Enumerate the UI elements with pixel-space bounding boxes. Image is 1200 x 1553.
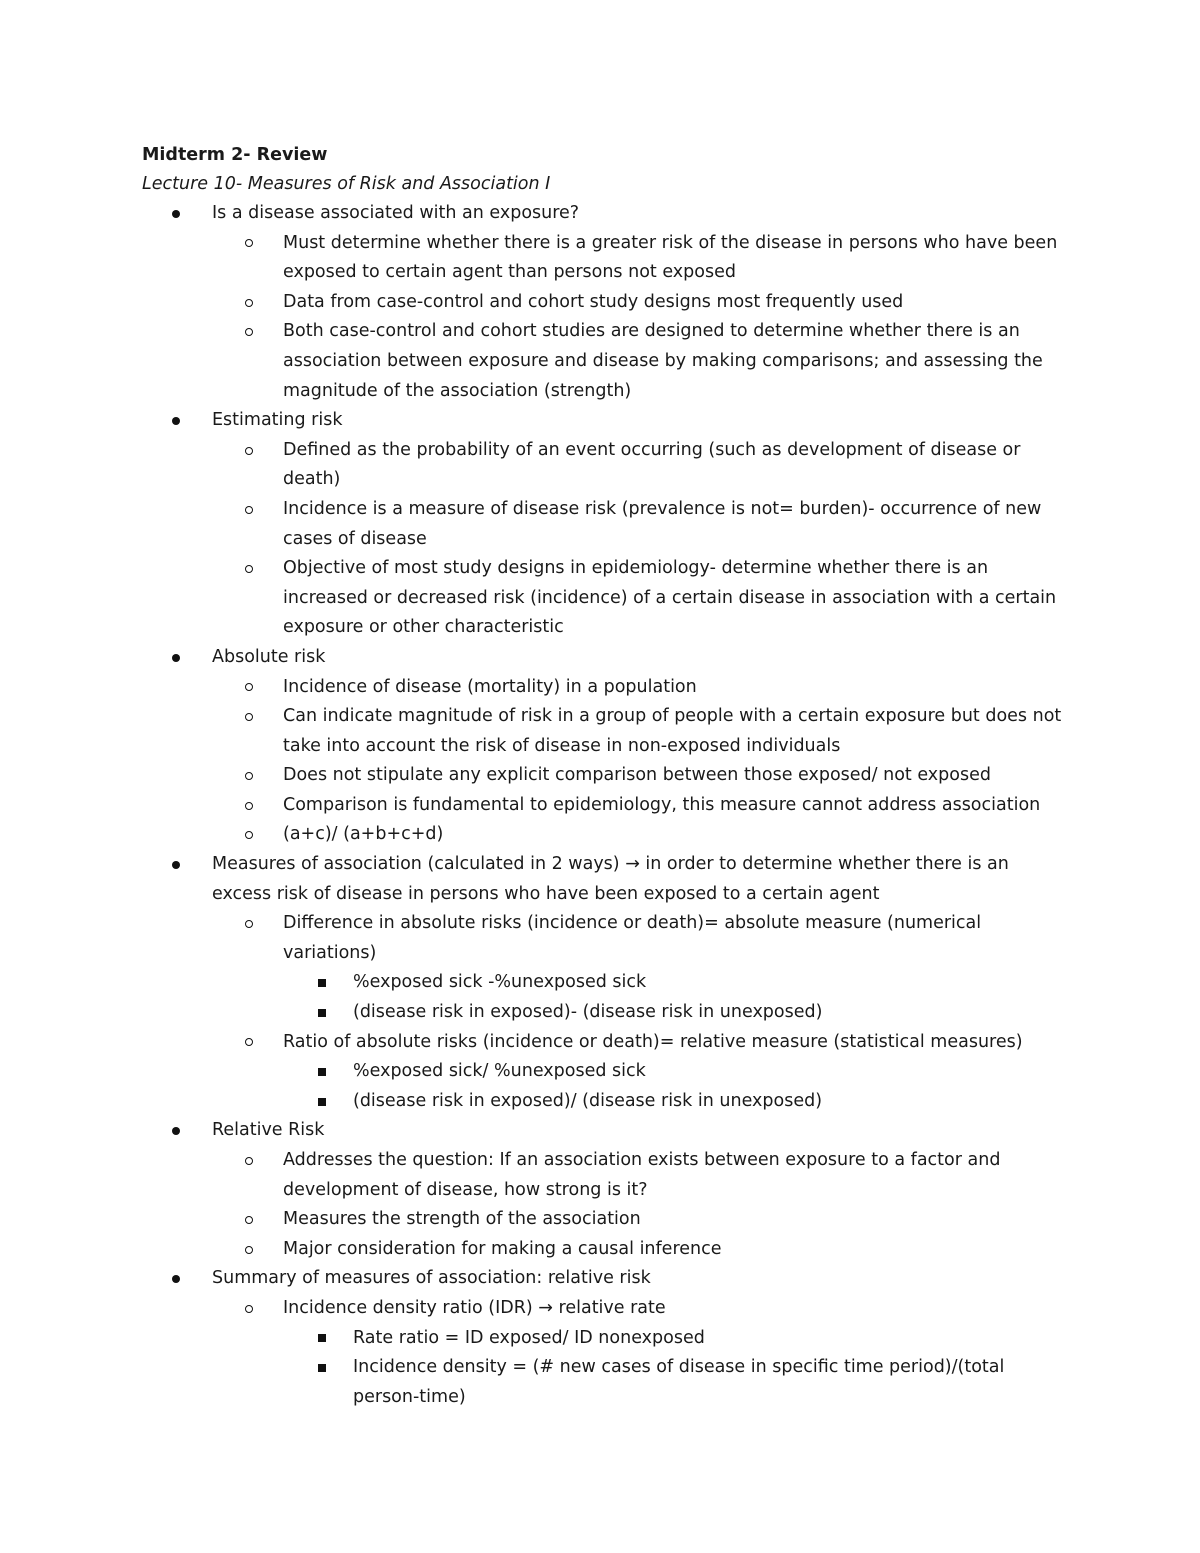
document-title: Midterm 2- Review <box>142 145 328 165</box>
list-item-level-3 <box>353 998 1063 1028</box>
list-item-text: Can indicate magnitude of risk in a group of people with a certain exposure but does not take into account the risk of disease in non-exposed individuals <box>283 706 1062 756</box>
list-item-text: (a+c)/ (a+b+c+d) <box>283 824 444 845</box>
bullet-circle-icon <box>243 673 255 703</box>
bullet-disc-icon <box>170 199 182 229</box>
list-item-level-2 <box>283 1205 1063 1235</box>
list-item-text: Data from case-control and cohort study designs most frequently used <box>283 291 904 312</box>
list-item-text: Estimating risk <box>212 410 343 431</box>
list-item-text: Ratio of absolute risks (incidence or death)= relative measure (statistical measures) <box>283 1031 1023 1052</box>
bullet-circle-icon <box>243 229 255 259</box>
list-item-text: Incidence density ratio (IDR) → relative rate <box>283 1297 666 1318</box>
list-item-level-2 <box>283 1146 1063 1205</box>
bullet-circle-icon <box>243 791 255 821</box>
list-item-text: Addresses the question: If an association exists between exposure to a factor and development of disease, how strong is it? <box>283 1150 1001 1200</box>
list-item-text: Measures of association (calculated in 2 ways) → in order to determine whether there is an excess risk of disease in persons who have been exposed to a certain agent <box>212 854 1009 904</box>
bullet-square-icon <box>316 1324 328 1354</box>
bullet-disc-icon <box>170 643 182 673</box>
bullet-circle-icon <box>243 317 255 347</box>
list-item-text: (disease risk in exposed)- (disease risk in unexposed) <box>353 1002 823 1023</box>
bullet-disc-icon <box>170 406 182 436</box>
list-item-level-2 <box>283 791 1063 821</box>
bullet-square-icon <box>316 1353 328 1383</box>
list-item-text: Difference in absolute risks (incidence or death)= absolute measure (numerical variations) <box>283 913 982 963</box>
list-item-level-3 <box>353 1324 1063 1354</box>
bullet-circle-icon <box>243 554 255 584</box>
bullet-disc-icon <box>170 1264 182 1294</box>
list-item-level-1 <box>212 1116 1062 1146</box>
list-item-text: Major consideration for making a causal inference <box>283 1238 722 1259</box>
list-item-text: Summary of measures of association: relative risk <box>212 1268 651 1289</box>
bullet-square-icon <box>316 998 328 1028</box>
bullet-circle-icon <box>243 1146 255 1176</box>
list-item-level-3 <box>353 1353 1063 1412</box>
bullet-circle-icon <box>243 495 255 525</box>
list-item-text: %exposed sick/ %unexposed sick <box>353 1061 646 1082</box>
bullet-square-icon <box>316 968 328 998</box>
bullet-circle-icon <box>243 909 255 939</box>
list-item-level-2 <box>283 1294 1063 1324</box>
list-item-level-2 <box>283 702 1063 761</box>
list-item-text: Measures the strength of the association <box>283 1209 641 1230</box>
bullet-circle-icon <box>243 1294 255 1324</box>
bullet-square-icon <box>316 1087 328 1117</box>
list-item-text: Objective of most study designs in epidemiology- determine whether there is an increased or decreased risk (incidence) of a certain disease in association with a certain exposure or other characteristic <box>283 558 1057 638</box>
list-item-text: Incidence is a measure of disease risk (prevalence is not= burden)- occurrence of new cases of disease <box>283 498 1042 549</box>
list-item-level-2 <box>283 820 1063 850</box>
lecture-subtitle: Lecture 10- Measures of Risk and Association I <box>142 174 551 194</box>
list-item-text: Incidence of disease (mortality) in a population <box>283 676 697 697</box>
list-item-level-2 <box>283 317 1063 406</box>
list-item-text: Is a disease associated with an exposure? <box>212 203 580 223</box>
bullet-circle-icon <box>243 761 255 791</box>
list-item-level-2 <box>283 1235 1063 1265</box>
list-item-text: Both case-control and cohort studies are designed to determine whether there is an association between exposure and disease by making comparisons; and assessing the magnitude of the association (strength) <box>283 321 1043 401</box>
list-item-level-1 <box>212 643 1062 673</box>
list-item-level-3 <box>353 968 1063 998</box>
list-item-level-2 <box>283 761 1063 791</box>
list-item-level-1 <box>212 199 1062 229</box>
list-item-level-2 <box>283 229 1063 288</box>
list-item-level-2 <box>283 554 1063 643</box>
list-item-level-3 <box>353 1057 1063 1087</box>
bullet-circle-icon <box>243 820 255 850</box>
list-item-text: Incidence density = (# new cases of disease in specific time period)/(total person-time) <box>353 1357 1005 1407</box>
bullet-disc-icon <box>170 850 182 880</box>
list-item-text: (disease risk in exposed)/ (disease risk in unexposed) <box>353 1090 823 1111</box>
list-item-level-2 <box>283 673 1063 703</box>
bullet-outline <box>0 199 1200 1412</box>
list-item-level-2 <box>283 436 1063 495</box>
list-item-text: Absolute risk <box>212 646 326 667</box>
list-item-level-1 <box>212 406 1062 436</box>
list-item-level-1 <box>212 850 1062 909</box>
bullet-disc-icon <box>170 1116 182 1146</box>
bullet-circle-icon <box>243 1028 255 1058</box>
list-item-level-2 <box>283 1028 1063 1058</box>
list-item-text: Does not stipulate any explicit comparison between those exposed/ not exposed <box>283 765 991 786</box>
list-item-text: Must determine whether there is a greater risk of the disease in persons who have been exposed to certain agent than persons not exposed <box>283 232 1058 283</box>
list-item-text: Comparison is fundamental to epidemiology, this measure cannot address association <box>283 794 1041 815</box>
bullet-circle-icon <box>243 1235 255 1265</box>
list-item-level-2 <box>283 909 1063 968</box>
list-item-text: Rate ratio = ID exposed/ ID nonexposed <box>353 1327 705 1348</box>
list-item-level-3 <box>353 1087 1063 1117</box>
list-item-level-1 <box>212 1264 1062 1294</box>
list-item-text: %exposed sick -%unexposed sick <box>353 972 647 993</box>
bullet-circle-icon <box>243 436 255 466</box>
list-item-text: Relative Risk <box>212 1120 325 1141</box>
bullet-circle-icon <box>243 1205 255 1235</box>
list-item-level-2 <box>283 288 1063 318</box>
bullet-circle-icon <box>243 702 255 732</box>
bullet-square-icon <box>316 1057 328 1087</box>
list-item-text: Defined as the probability of an event occurring (such as development of disease or death) <box>283 439 1021 490</box>
bullet-circle-icon <box>243 288 255 318</box>
list-item-level-2 <box>283 495 1063 554</box>
